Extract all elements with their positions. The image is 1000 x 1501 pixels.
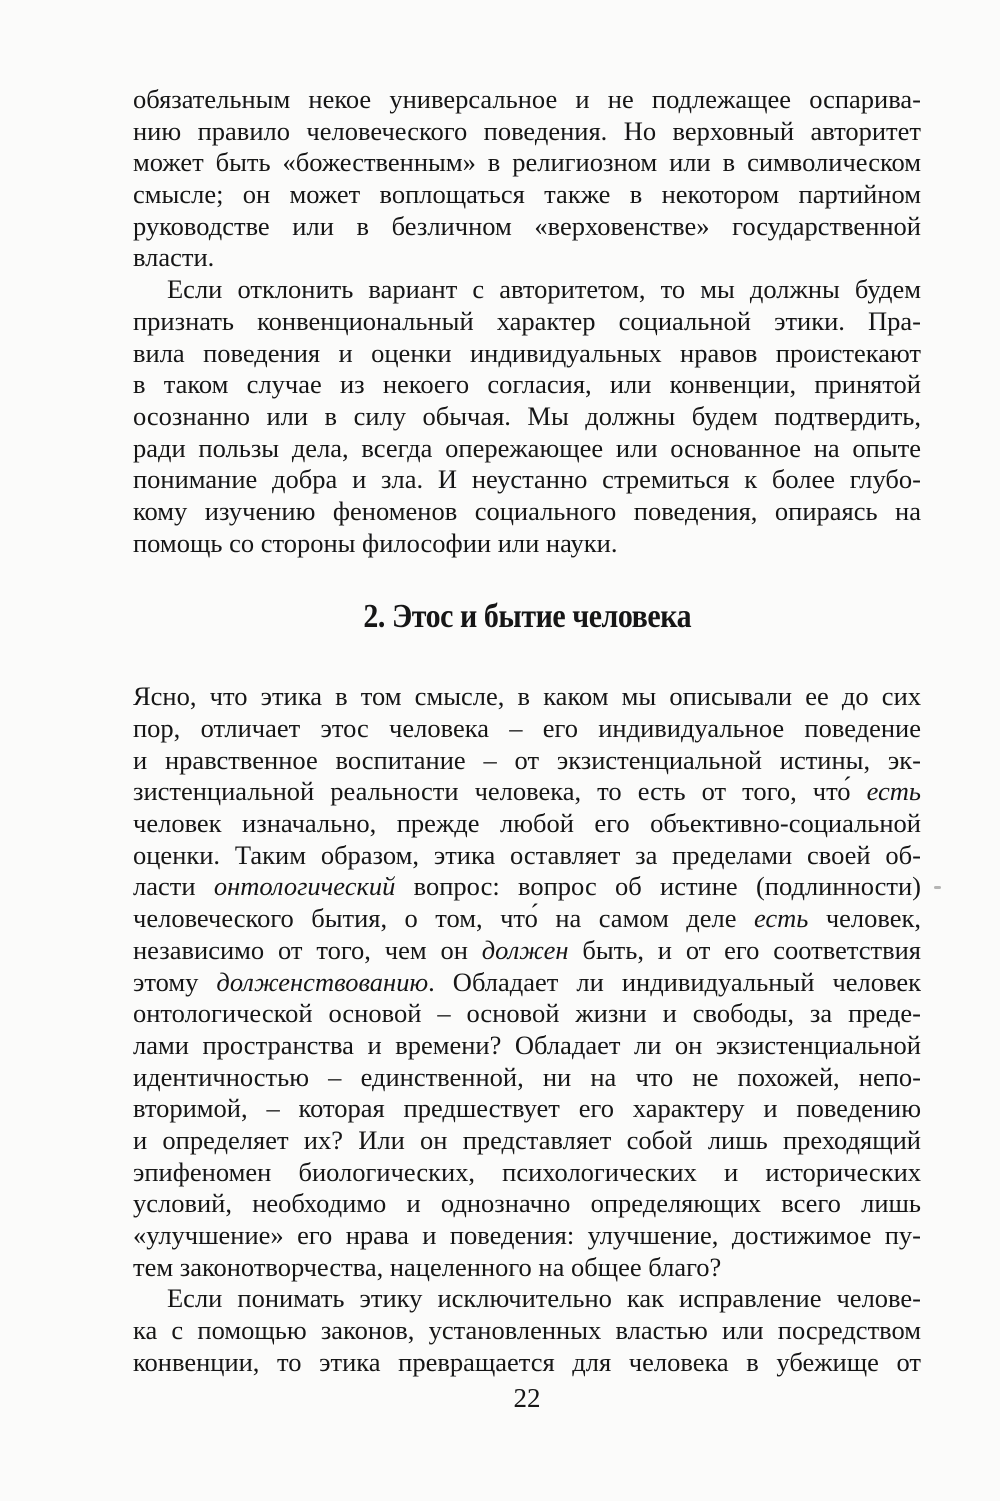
text-line (133, 1093, 921, 1125)
text-line (133, 871, 921, 903)
text-line (133, 179, 921, 211)
text-segment: вопрос: вопрос об истине (подлинности) (395, 871, 921, 902)
text-segment: «улучшение» его нрава и поведения: улучшение, достижимое пу- (133, 1220, 921, 1250)
scan-speck-artifact (934, 886, 941, 889)
text-segment: ласти (133, 871, 214, 902)
text-segment: и нравственное воспитание – от экзистенциальной истины, эк- (133, 744, 921, 775)
text-line (133, 401, 921, 433)
text-segment: ка с помощью законов, установленных властью или посредством (133, 1315, 921, 1346)
text-segment: независимо от того, чем он (133, 934, 482, 965)
text-segment: в таком случае из некоего согласия, или конвенции, принятой (133, 369, 921, 400)
text-segment: конвенции, то этика превращается для человека в убежище от (133, 1346, 921, 1377)
text-segment: может быть «божественным» в религиозном или в символическом (133, 147, 921, 178)
text-segment: понимание добра и зла. И неустанно стремиться к более глубо- (133, 464, 921, 495)
text-segment: ради пользы дела, всегда опережающее или основанное на опыте (133, 432, 921, 463)
text-segment: человек, (808, 903, 921, 934)
text-line (133, 274, 921, 306)
italic-text-segment: есть (866, 776, 921, 807)
text-line (133, 1125, 921, 1157)
text-line (133, 903, 921, 935)
text-segment: . Обладает ли индивидуальный человек (428, 966, 921, 997)
paragraph (133, 1283, 921, 1378)
text-segment: условий, необходимо и однозначно определяющих всего лишь (133, 1188, 921, 1219)
text-line (133, 713, 921, 745)
text-line (133, 84, 921, 116)
italic-text-segment: есть (754, 903, 809, 934)
text-line (133, 681, 921, 713)
text-line (133, 1157, 921, 1189)
text-segment: признать конвенциональный характер социальной этики. Пра- (133, 305, 921, 336)
text-segment: нию правило человеческого поведения. Но верховный авторитет (133, 115, 921, 146)
text-segment: онтологической основой – основой жизни и свободы, за преде- (133, 998, 921, 1029)
text-line (133, 1062, 921, 1094)
text-column (133, 84, 921, 1378)
text-line (133, 1315, 921, 1347)
text-segment: тем законотворчества, нацеленного на общее благо? (133, 1251, 722, 1282)
text-line (133, 1347, 921, 1379)
text-line (133, 147, 921, 179)
text-line (133, 116, 921, 148)
text-segment: лами пространства и времени? Обладает ли он экзистенциальной (133, 1029, 921, 1060)
text-line (133, 496, 921, 528)
text-line (133, 1283, 921, 1315)
text-segment: вила поведения и оценки индивидуальных нравов проистекают (133, 337, 921, 368)
text-line (133, 211, 921, 243)
text-line (133, 338, 921, 370)
text-line (133, 998, 921, 1030)
text-line (133, 433, 921, 465)
paragraph (133, 681, 921, 1283)
text-segment: идентичностью – единственной, ни на что не похожей, непо- (133, 1061, 921, 1092)
text-line (133, 967, 921, 999)
text-segment: помощь со стороны философии или науки. (133, 527, 618, 558)
text-segment: пор, отличает этос человека – его индивидуальное поведение (133, 713, 921, 743)
italic-text-segment: должен (481, 934, 569, 965)
page-number: 22 (513, 1383, 541, 1413)
text-segment: власти. (133, 242, 215, 273)
text-line (133, 1252, 921, 1284)
text-line (133, 1030, 921, 1062)
text-segment: человек изначально, прежде любой его объективно-социальной (133, 808, 921, 839)
text-line (133, 745, 921, 777)
text-line (133, 306, 921, 338)
text-segment: человеческого бытия, о том, что́ на самом деле (133, 903, 754, 934)
text-line (133, 464, 921, 496)
text-segment: эпифеномен биологических, психологических и исторических (133, 1156, 921, 1187)
section-heading (133, 595, 921, 639)
italic-text-segment: онтологический (213, 871, 396, 902)
paragraph (133, 84, 921, 274)
text-line (133, 1188, 921, 1220)
text-line (133, 242, 921, 274)
text-line (133, 776, 921, 808)
text-line (133, 528, 921, 560)
paragraphs-before-heading (133, 84, 921, 559)
section-heading-text: 2. Этос и бытие человека (363, 598, 691, 636)
text-segment: Ясно, что этика в том смысле, в каком мы описывали ее до сих (133, 681, 921, 712)
text-line (133, 808, 921, 840)
text-segment: обязательным некое универсальное и не подлежащее оспарива- (133, 84, 921, 114)
paragraph (133, 274, 921, 559)
text-segment: кому изучению феноменов социального поведения, опираясь на (133, 495, 921, 526)
text-segment: руководстве или в безличном «верховенстве» государственной (133, 210, 921, 241)
italic-text-segment: долженствованию (216, 966, 429, 997)
text-segment: смысле; он может воплощаться также в некотором партийном (133, 179, 921, 210)
text-segment: Если понимать этику исключительно как исправление челове- (167, 1283, 921, 1314)
paragraphs-after-heading (133, 681, 921, 1378)
text-line (133, 935, 921, 967)
text-line (133, 840, 921, 872)
text-segment: и определяет их? Или он представляет собой лишь преходящий (133, 1124, 921, 1155)
text-segment: зистенциальной реальности человека, то есть от того, что́ (133, 776, 867, 807)
text-segment: вторимой, – которая предшествует его характеру и поведению (133, 1093, 921, 1124)
text-line (133, 369, 921, 401)
text-line (133, 1220, 921, 1252)
text-segment: быть, и от его соответствия (568, 934, 921, 965)
text-segment: этому (133, 966, 217, 997)
text-segment: осознанно или в силу обычая. Мы должны будем подтвердить, (133, 400, 921, 431)
text-segment: Если отклонить вариант с авторитетом, то мы должны будем (167, 274, 921, 305)
text-segment: оценки. Таким образом, этика оставляет за пределами своей об- (133, 839, 921, 870)
